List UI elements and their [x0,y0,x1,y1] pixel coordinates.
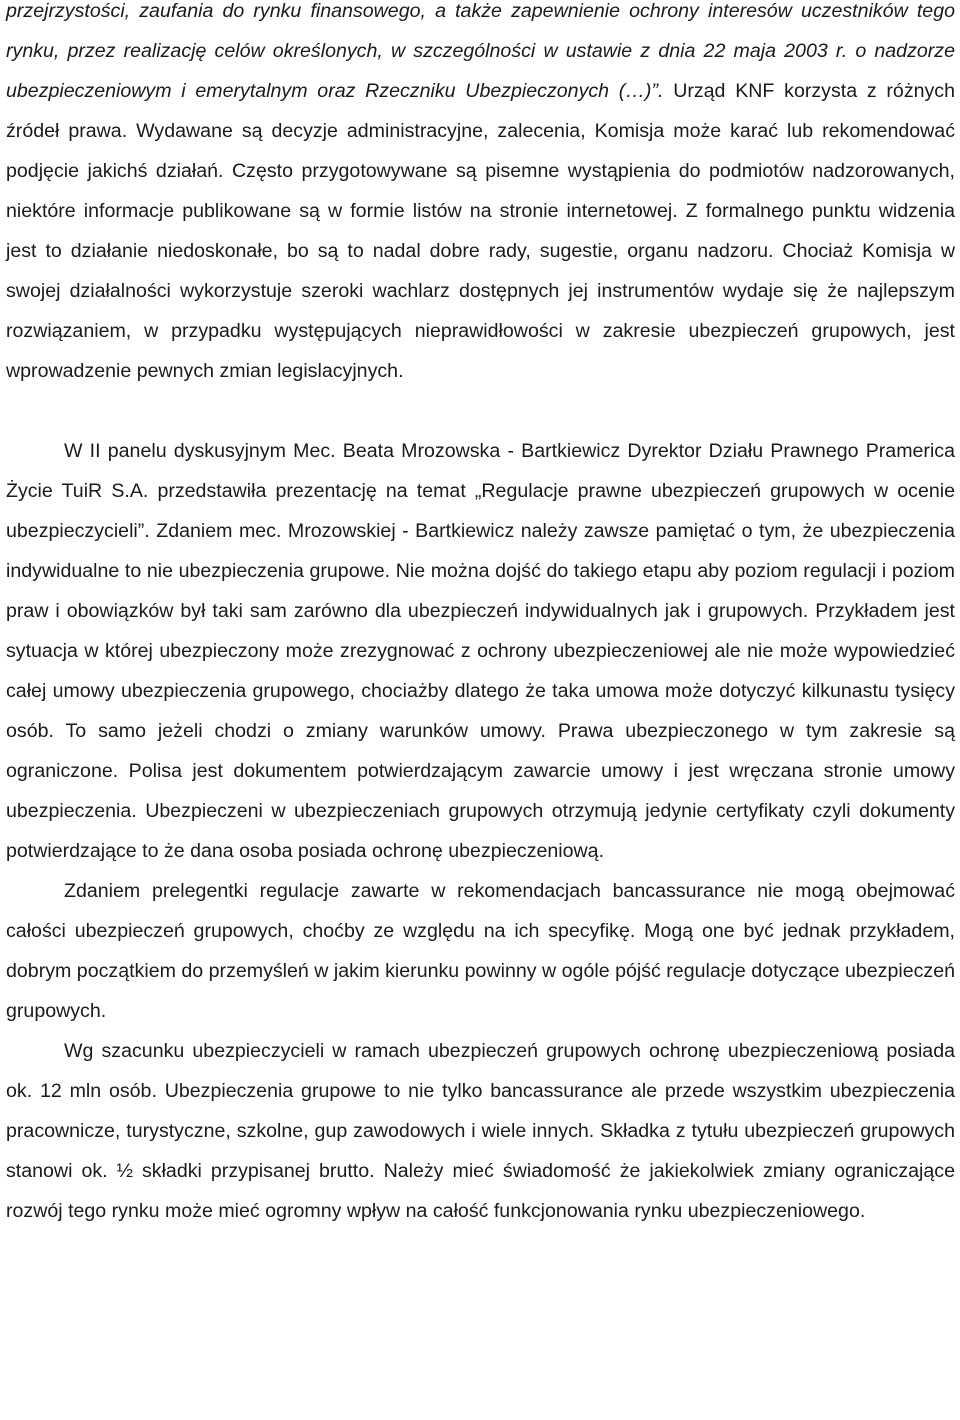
quoted-statute-text: przejrzystości, zaufania do rynku finansowego, a także zapewnienie ochrony interesów uczestników tego rynku, przez realizację celów określonych, w szczególności w ustawie z dnia 22 maja 2003 r. o nadzorze ubezpieczeniowym i emerytalnym oraz Rzeczniku Ubezpieczonych (…)”. [6,0,955,102]
paragraph-text: Urząd KNF korzysta z różnych źródeł prawa. Wydawane są decyzje administracyjne, zalecenia, Komisja może karać lub rekomendować podjęcie jakichś działań. Często przygotowywane są pisemne wystąpienia do podmiotów nadzorowanych, niektóre informacje publikowane są w formie listów na stronie internetowej. Z formalnego punktu widzenia jest to działanie niedoskonałe, bo są to nadal dobre rady, sugestie, organu nadzoru. Chociaż Komisja w swojej działalności wykorzystuje szeroki wachlarz dostępnych jej instrumentów wydaje się że najlepszym rozwiązaniem, w przypadku występujących nieprawidłowości w zakresie ubezpieczeń grupowych, jest wprowadzenie pewnych zmian legislacyjnych. [6,80,955,382]
paragraph-bancassurance: Zdaniem prelegentki regulacje zawarte w rekomendacjach bancassurance nie mogą obejmować całości ubezpieczeń grupowych, choćby ze względu na ich specyfikę. Mogą one być jednak przykładem, dobrym początkiem do przemyśleń w jakim kierunku powinny w ogóle pójść regulacje dotyczące ubezpieczeń grupowych. [6,880,955,1022]
paragraph-knf [6,0,955,391]
paragraph-spacer [6,391,955,431]
paragraph-panel-two: W II panelu dyskusyjnym Mec. Beata Mrozowska - Bartkiewicz Dyrektor Działu Prawnego Pramerica Życie TuiR S.A. przedstawiła prezentację na temat „Regulacje prawne ubezpieczeń grupowych w ocenie ubezpieczycieli”. Zdaniem mec. Mrozowskiej - Bartkiewicz należy zawsze pamiętać o tym, że ubezpieczenia indywidualne to nie ubezpieczenia grupowe. Nie można dojść do takiego etapu aby poziom regulacji i poziom praw i obowiązków był taki sam zarówno dla ubezpieczeń indywidualnych jak i grupowych. Przykładem jest sytuacja w której ubezpieczony może zrezygnować z ochrony ubezpieczeniowej ale nie może wypowiedzieć całej umowy ubezpieczenia grupowego, chociażby dlatego że taka umowa może dotyczyć kilkunastu tysięcy osób. To samo jeżeli chodzi o zmiany warunków umowy. Prawa ubezpieczonego w tym zakresie są ograniczone. Polisa jest dokumentem potwierdzającym zawarcie umowy i jest wręczana stronie umowy ubezpieczenia. Ubezpieczeni w ubezpieczeniach grupowych otrzymują jedynie certyfikaty czyli dokumenty potwierdzające to że dana osoba posiada ochronę ubezpieczeniową. [6,440,955,862]
paragraph-estimates: Wg szacunku ubezpieczycieli w ramach ubezpieczeń grupowych ochronę ubezpieczeniową posiada ok. 12 mln osób. Ubezpieczenia grupowe to nie tylko bancassurance ale przede wszystkim ubezpieczenia pracownicze, turystyczne, szkolne, gup zawodowych i wiele innych. Składka z tytułu ubezpieczeń grupowych stanowi ok. ½ składki przypisanej brutto. Należy mieć świadomość że jakiekolwiek zmiany ograniczające rozwój tego rynku może mieć ogromny wpływ na całość funkcjonowania rynku ubezpieczeniowego. [6,1040,955,1222]
document-page [6,0,955,1231]
